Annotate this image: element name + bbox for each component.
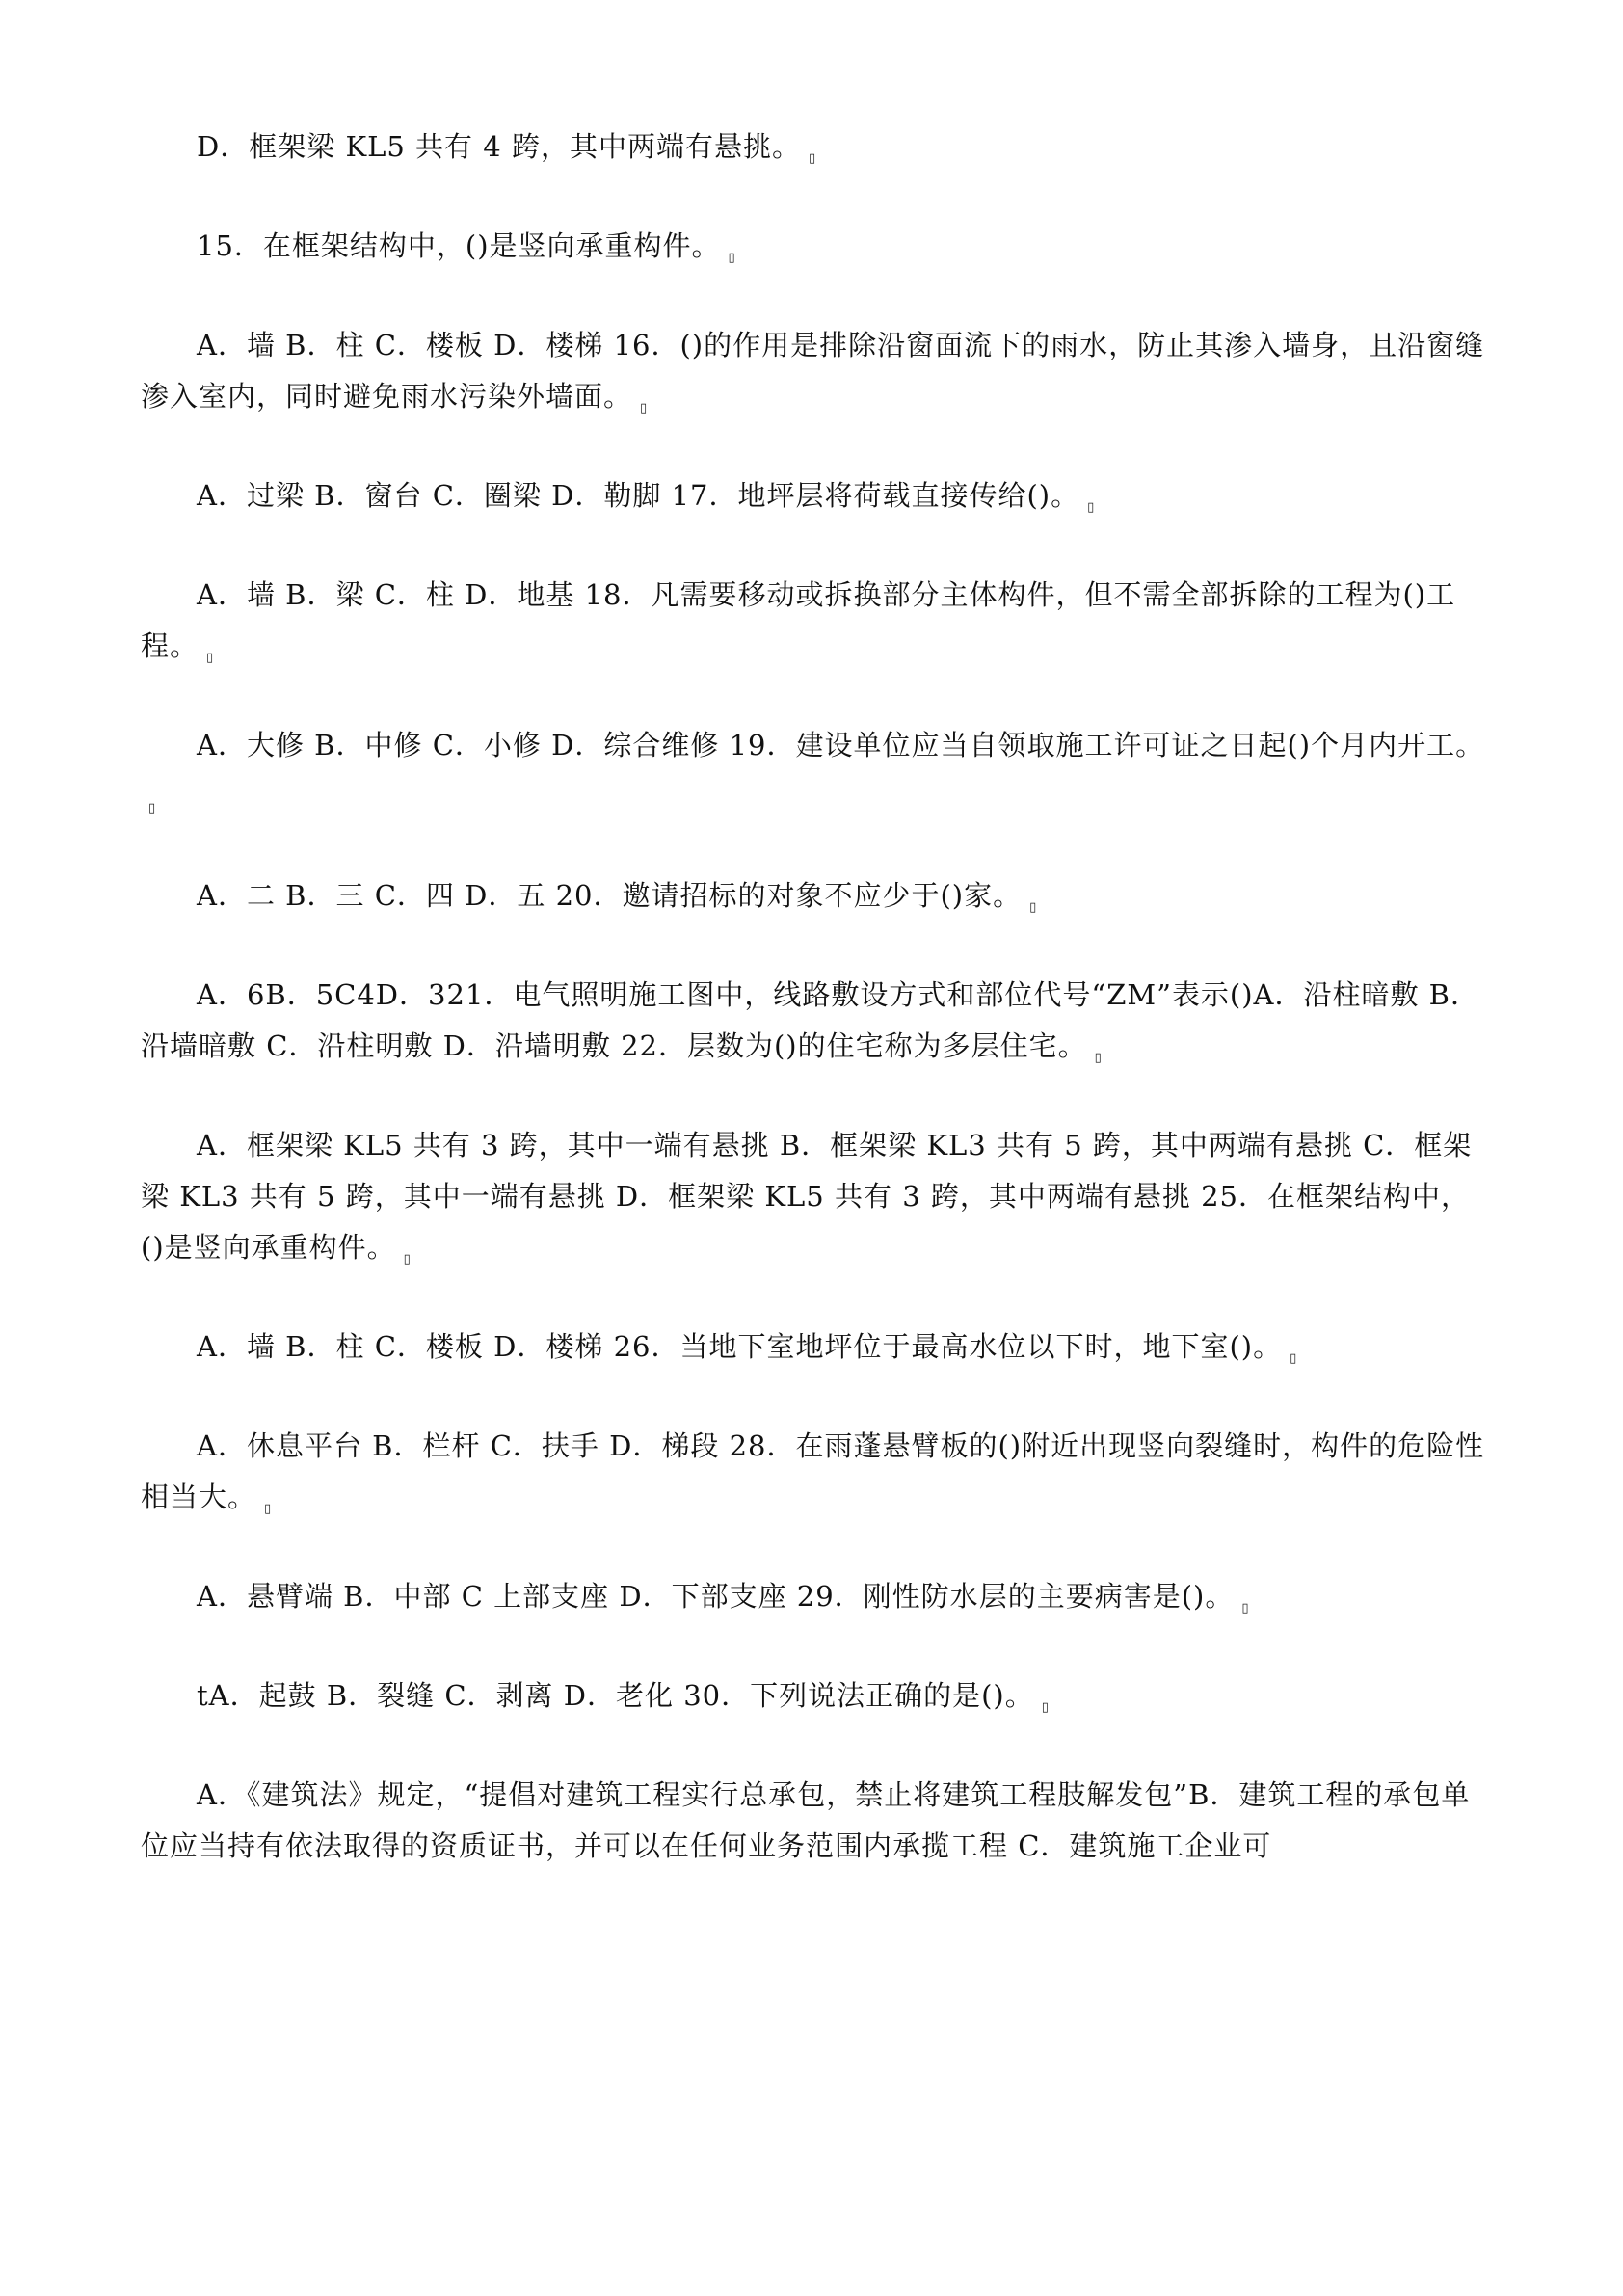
paragraph-text: A．悬臂端 B．中部 C 上部支座 D．下部支座 29．刚性防水层的主要病害是()。 [197, 1580, 1235, 1613]
paragraph-text: A．6B．5C4D．321．电气照明施工图中，线路敷设方式和部位代号“ZM”表示()A．沿柱暗敷 B．沿墙暗敷 C．沿柱明敷 D．沿墙明敷 22．层数为()的住宅称为多层住宅。 [141, 978, 1479, 1062]
paragraph-text: A．墙 B．梁 C．柱 D．地基 18．凡需要移动或拆换部分主体构件，但不需全部拆除的工程为()工程。 [141, 578, 1456, 662]
paragraph-13 [141, 1670, 1490, 1722]
paragraph-text: A．《建筑法》规定，“提倡对建筑工程实行总承包，禁止将建筑工程肢解发包”B．建筑工程的承包单位应当持有依法取得的资质证书，并可以在任何业务范围内承揽工程 C．建筑施工企业可 [141, 1778, 1471, 1862]
paragraph-14 [141, 1770, 1490, 1872]
paragraph-text: A．墙 B．柱 C．楼板 D．楼梯 26．当地下室地坪位于最高水位以下时，地下室()。 [197, 1330, 1283, 1363]
paragraph-text: tA．起鼓 B．裂缝 C．剥离 D．老化 30．下列说法正确的是()。 [197, 1679, 1034, 1712]
placeholder-glyph-icon: ▯ [1290, 1351, 1298, 1366]
paragraph-12 [141, 1571, 1490, 1622]
paragraph-9 [141, 1120, 1490, 1273]
paragraph-text: A．休息平台 B．栏杆 C．扶手 D．梯段 28．在雨蓬悬臂板的()附近出现竖向裂缝时，构件的危险性相当大。 [141, 1429, 1485, 1513]
placeholder-glyph-icon: ▯ [403, 1252, 412, 1267]
paragraph-5 [141, 570, 1490, 672]
paragraph-4 [141, 470, 1490, 521]
placeholder-glyph-icon: ▯ [1041, 1700, 1050, 1715]
paragraph-2 [141, 221, 1490, 272]
placeholder-glyph-icon: ▯ [1087, 500, 1096, 515]
paragraph-text: D．框架梁 KL5 共有 4 跨，其中两端有悬挑。 [197, 130, 801, 163]
paragraph-text: A．二 B．三 C．四 D．五 20．邀请招标的对象不应少于()家。 [197, 879, 1023, 912]
paragraph-7 [141, 870, 1490, 921]
document-page [141, 121, 1490, 1920]
paragraph-text: A．大修 B．中修 C．小修 D．综合维修 19．建设单位应当自领取施工许可证之日起()个月内开工。 [197, 729, 1485, 761]
placeholder-glyph-icon: ▯ [1029, 900, 1038, 915]
paragraph-11 [141, 1421, 1490, 1523]
placeholder-glyph-icon: ▯ [1241, 1601, 1250, 1615]
paragraph-10 [141, 1322, 1490, 1373]
paragraph-text: A．框架梁 KL5 共有 3 跨，其中一端有悬挑 B．框架梁 KL3 共有 5 跨，其中两端有悬挑 C．框架梁 KL3 共有 5 跨，其中一端有悬挑 D．框架梁 KL5 共有 3 跨，其中两端有悬挑 25．在框架结构中，()是竖向承重构件。 [141, 1129, 1473, 1264]
placeholder-glyph-icon: ▯ [148, 801, 157, 815]
paragraph-text: 15．在框架结构中，()是竖向承重构件。 [197, 229, 721, 262]
placeholder-glyph-icon: ▯ [264, 1502, 273, 1516]
paragraph-1 [141, 121, 1490, 173]
paragraph-3 [141, 320, 1490, 422]
placeholder-glyph-icon: ▯ [808, 151, 817, 166]
placeholder-glyph-icon: ▯ [1094, 1051, 1103, 1065]
placeholder-glyph-icon: ▯ [728, 251, 736, 265]
placeholder-glyph-icon: ▯ [206, 651, 215, 665]
paragraph-8 [141, 970, 1490, 1072]
paragraph-6 [141, 720, 1490, 822]
paragraph-text: A．墙 B．柱 C．楼板 D．楼梯 16．()的作用是排除沿窗面流下的雨水，防止其渗入墙身，且沿窗缝渗入室内，同时避免雨水污染外墙面。 [141, 329, 1485, 413]
paragraph-text: A．过梁 B．窗台 C．圈梁 D．勒脚 17．地坪层将荷载直接传给()。 [197, 479, 1080, 512]
placeholder-glyph-icon: ▯ [640, 401, 649, 415]
